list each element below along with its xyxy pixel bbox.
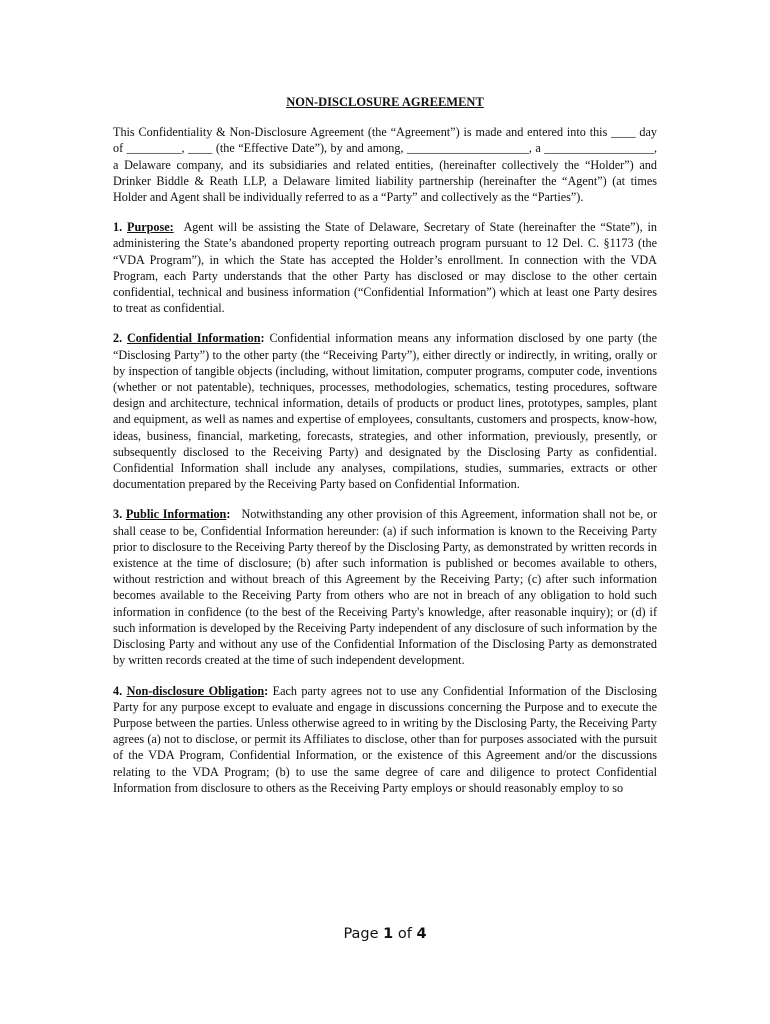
page-word: Page: [343, 926, 379, 942]
section-body: Confidential information means any information disclosed by one party (the “Disclosing Party”) to the other party (the “Receiving Party”), either directly or indirectly, in writing, orally or by inspection of tangible objects (including, without limitation, computer programs, computer code, inventions (whether or not patentable), techniques, processes, methodologies, schematics, testing procedures, software design and architecture, technical information, details of products or product lines, prototypes, samples, plant and equipment, as well as names and expertise of employees, consultants, customers and prospects, know-how, ideas, business, financial, marketing, forecasts, strategies, and other information, previously, presently, or subsequently disclosed to the Receiving Party) and designated by the Disclosing Party as confidential. Confidential Information shall include any analyses, compilations, studies, summaries, extracts or other documentation prepared by the Receiving Party based on Confidential Information.: [113, 331, 658, 492]
section-heading: Purpose:: [127, 220, 174, 235]
section-purpose: [113, 219, 657, 316]
section-number: 4.: [113, 683, 123, 698]
intro-paragraph: This Confidentiality & Non-Disclosure Agreement (the “Agreement”) is made and entered into this ____ day of _________, ____ (the “Effective Date”), by and among, ____________________, a __________________, a Delaware company, and its subsidiaries and related entities, (hereinafter collectively the “Holder”) and Drinker Biddle & Reath LLP, a Delaware limited liability partnership (hereinafter the “Agent”) (at times Holder and Agent shall be individually referred to as a “Party” and collectively as the “Parties”).: [113, 125, 657, 205]
total-page-count: 4: [416, 926, 427, 942]
document-body: [113, 94, 657, 810]
section-non-disclosure-obligation: 4. Non-disclosure Obligation: Each party agrees not to use any Confidential Information of the Disclosing Party for any purpose except to evaluate and engage in discussions concerning the Purpose and to execute the Purpose between the parties. Unless otherwise agreed to in writing by the Disclosing Party, the Receiving Party agrees (a) not to disclose, or permit its Affiliates to disclose, other than for purposes associated with the pursuit of the VDA Program, Confidential Information, or the existence of this Agreement and/or the discussions relating to the VDA Program; (b) to use the same degree of care and diligence to protect Confidential Information from disclosure to others as the Receiving Party employs or should reasonably employ to so: [113, 683, 658, 795]
current-page-number: 1: [383, 926, 394, 942]
section-number: 1.: [113, 220, 123, 235]
page-number-footer: [0, 926, 770, 942]
of-word: of: [397, 926, 412, 942]
section-body: Notwithstanding any other provision of this Agreement, information shall not be, or shall cease to be, Confidential Information hereunder: (a) if such information is known to the Receiving Party prior to disclosure to the Receiving Party thereof by the Disclosing Party, as demonstrated by written records in existence at the time of disclosure; (b) after such information is published or becomes available to others, without restriction and without breach of this Agreement by the Receiving Party; (c) after such information becomes available to the Receiving Party from others who are not in breach of any obligation to hold such information in confidence (to the best of the Receiving Party's knowledge, after reasonable inquiry); or (d) if such information is developed by the Receiving Party independent of any disclosure of such information by the Disclosing Party and without any use of the Confidential Information of the Disclosing Party as demonstrated by written records created at the time of such independent development.: [113, 507, 658, 668]
section-public-information: 3. Public Information: Notwithstanding any other provision of this Agreement, information shall not be, or shall cease to be, Confidential Information hereunder: (a) if such information is known to the Receiving Party prior to disclosure to the Receiving Party thereof by the Disclosing Party, as demonstrated by written records in existence at the time of disclosure; (b) after such information is published or becomes available to others, without restriction and without breach of this Agreement by the Receiving Party; (c) after such information becomes available to the Receiving Party from others who are not in breach of any obligation to hold such information in confidence (to the best of the Receiving Party's knowledge, after reasonable inquiry); or (d) if such information is developed by the Receiving Party independent of any disclosure of such information by the Disclosing Party and without any use of the Confidential Information of the Disclosing Party as demonstrated by written records created at the time of such independent development.: [113, 507, 658, 668]
section-number: 2.: [113, 331, 123, 346]
section-body: Agent will be assisting the State of Delaware, Secretary of State (hereinafter the “State”), in administering the State’s abandoned property reporting outreach program pursuant to 12 Del. C. §1173 (the “VDA Program”), in which the State has accepted the Holder’s enrollment. In connection with the VDA Program, each Party understands that the other Party has disclosed or may disclose to the other certain confidential, technical and business information (“Confidential Information”) which at least one Party desires to treat as confidential.: [113, 220, 658, 316]
section-heading: Public Information: [125, 507, 227, 522]
section-number: 3.: [113, 507, 123, 522]
section-confidential-information: 2. Confidential Information: Confidential information means any information disclosed by one party (the “Disclosing Party”) to the other party (the “Receiving Party”), either directly or indirectly, in writing, orally or by inspection of tangible objects (including, without limitation, computer programs, computer code, inventions (whether or not patentable), techniques, processes, methodologies, schematics, testing procedures, software design and architecture, technical information, details of products or product lines, prototypes, samples, plant and equipment, as well as names and expertise of employees, consultants, customers and prospects, know-how, ideas, business, financial, marketing, forecasts, strategies, and other information, previously, presently, or subsequently disclosed to the Receiving Party) and designated by the Disclosing Party as confidential. Confidential Information shall include any analyses, compilations, studies, summaries, extracts or other documentation prepared by the Receiving Party based on Confidential Information.: [113, 331, 658, 492]
section-heading: Confidential Information: [127, 331, 261, 346]
document-title: NON-DISCLOSURE AGREEMENT: [286, 95, 484, 109]
section-heading: Non-disclosure Obligation: [126, 683, 265, 698]
section-body: Each party agrees not to use any Confidential Information of the Disclosing Party for any purpose except to evaluate and engage in discussions concerning the Purpose and to execute the Purpose between the parties. Unless otherwise agreed to in writing by the Disclosing Party, the Receiving Party agrees (a) not to disclose, or permit its Affiliates to disclose, other than for purposes associated with the pursuit of the VDA Program, Confidential Information, or the existence of this Agreement and/or the discussions relating to the VDA Program; (b) to use the same degree of care and diligence to protect Confidential Information from disclosure to others as the Receiving Party employs or should reasonably employ to so: [113, 683, 658, 795]
